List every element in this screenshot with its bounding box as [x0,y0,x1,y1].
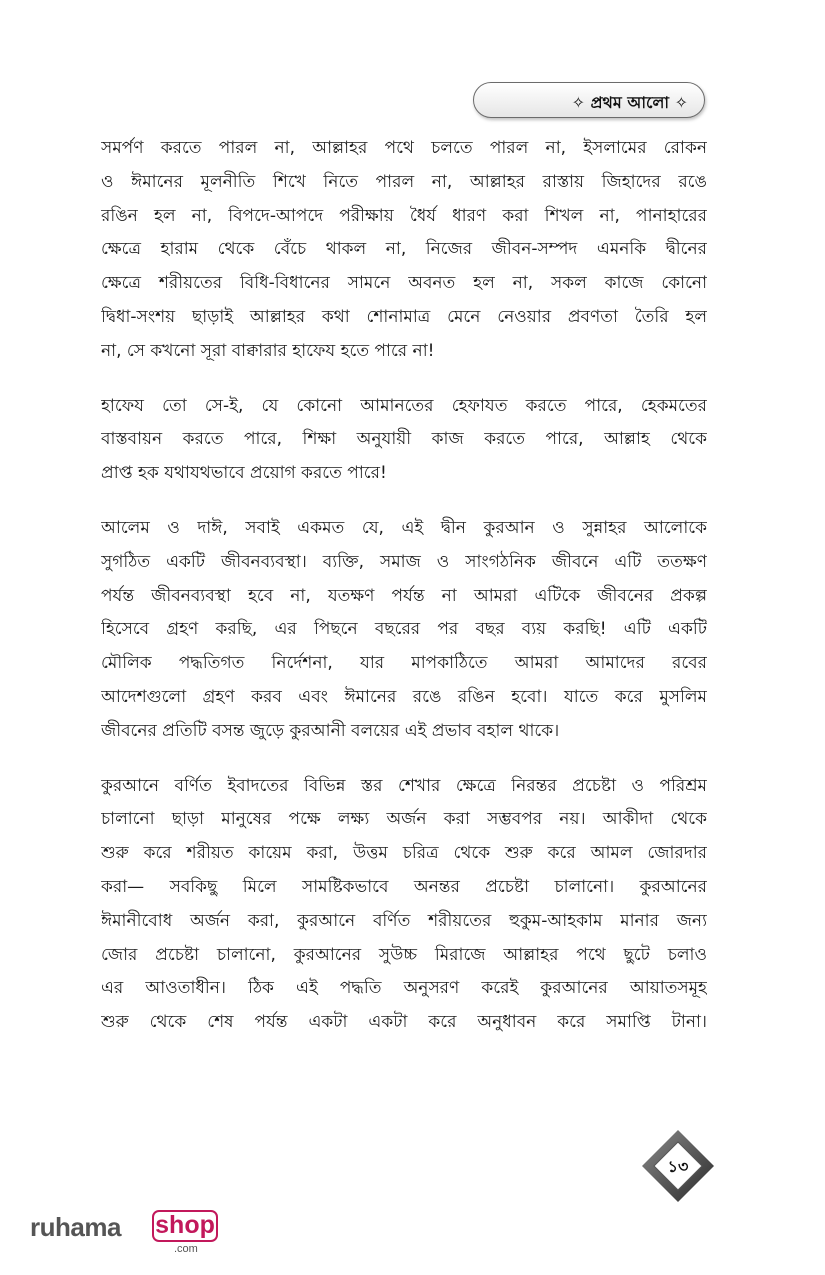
text-line: শুরু থেকে শেষ পর্যন্ত একটা একটা করে অনুধাবন করে সমাপ্তি টানা। [101,1012,707,1033]
text-line: জোর প্রচেষ্টা চালানো, কুরআনের সুউচ্চ মিরাজে আল্লাহর পথে ছুটে চলাও [101,944,707,965]
paragraph-3 [101,512,707,749]
text-line: না, সে কখনো সূরা বাক্বারার হাফেয হতে পারে না! [101,340,435,361]
text-line: আদেশগুলো গ্রহণ করব এবং ঈমানের রঙে রঙিন হবো। যাতে করে মুসলিম [101,686,707,707]
text-line: পর্যন্ত জীবনব্যবস্থা হবে না, যতক্ষণ পর্যন্ত না আমরা এটিকে জীবনের প্রকল্প [101,585,707,606]
logo-shop-box [152,1210,218,1242]
text-line: সমর্পণ করতে পারল না, আল্লাহর পথে চলতে পারল না, ইসলামের রোকন [101,138,707,158]
text-line: চালানো ছাড়া মানুষের পক্ষে লক্ষ্য অর্জন করা সম্ভবপর নয়। আকীদা থেকে [101,809,707,830]
text-line: বাস্তবায়ন করতে পারে, শিক্ষা অনুযায়ী কাজ করতে পারে, আল্লাহ থেকে [101,429,707,450]
logo-domain-text: .com [174,1243,198,1255]
text-line: করা— সবকিছু মিলে সামষ্টিকভাবে অনন্তর প্রচেষ্টা চালানো। কুরআনের [101,876,707,897]
text-line: রঙিন হল না, বিপদে-আপদে পরীক্ষায় ধৈর্য ধারণ করা শিখল না, পানাহারের [101,205,707,226]
text-line: আলেম ও দাঈ, সবাই একমত যে, এই দ্বীন কুরআন ও সুন্নাহর আলোকে [101,517,707,538]
ruhamashop-logo [30,1208,230,1258]
text-line: হিসেবে গ্রহণ করছি, এর পিছনে বছরের পর বছর ব্যয় করছি! এটি একটি [101,619,707,640]
text-line: শুরু করে শরীয়ত কায়েম করা, উত্তম চরিত্র থেকে শুরু করে আমল জোরদার [101,843,707,864]
text-line: দ্বিধা-সংশয় ছাড়াই আল্লাহর কথা শোনামাত্র মেনে নেওয়ার প্রবণতা তৈরি হল [101,306,707,327]
text-line: মৌলিক পদ্ধতিগত নির্দেশনা, যার মাপকাঠিতে আমরা আমাদের রবের [101,653,707,674]
text-line: ও ঈমানের মূলনীতি শিখে নিতে পারল না, আল্লাহর রাস্তায় জিহাদের রঙে [101,171,707,192]
body-text [101,132,707,1061]
page-number: ১৩ [667,1157,689,1176]
logo-brand-text: ruhama [30,1212,121,1242]
text-line: হাফেয তো সে-ই, যে কোনো আমানতের হেফাযত করতে পারে, হেকমতের [101,395,707,416]
text-line: প্রাপ্ত হক যথাযথভাবে প্রয়োগ করতে পারে! [101,463,387,484]
text-line: এর আওতাধীন। ঠিক এই পদ্ধতি অনুসরণ করেই কুরআনের আয়াতসমূহ [101,978,707,999]
paragraph-1 [101,132,707,369]
text-line: ঈমানীবোধ অর্জন করা, কুরআনে বর্ণিত শরীয়তের হুকুম-আহকাম মানার জন্য [101,910,707,931]
text-line: ক্ষেত্রে শরীয়তের বিধি-বিধানের সামনে অবনত হল না, সকল কাজে কোনো [101,273,707,294]
text-line: সুগঠিত একটি জীবনব্যবস্থা। ব্যক্তি, সমাজ ও সাংগঠনিক জীবনে এটি ততক্ষণ [101,551,707,572]
text-line: কুরআনে বর্ণিত ইবাদতের বিভিন্ন স্তর শেখার ক্ষেত্রে নিরন্তর প্রচেষ্টা ও পরিশ্রম [101,775,707,796]
text-line: জীবনের প্রতিটি বসন্ত জুড়ে কুরআনী বলয়ের এই প্রভাব বহাল থাকে। [101,720,560,741]
logo-shop-text: shop [155,1211,215,1239]
page-number-badge [636,1128,716,1204]
text-line: ক্ষেত্রে হারাম থেকে বেঁচে থাকল না, নিজের জীবন-সম্পদ এমনকি দ্বীনের [101,239,707,260]
paragraph-2 [101,390,707,491]
running-header [473,82,705,118]
chapter-title: ✧ প্রথম আলো ✧ [571,93,688,112]
paragraph-4 [101,770,707,1040]
